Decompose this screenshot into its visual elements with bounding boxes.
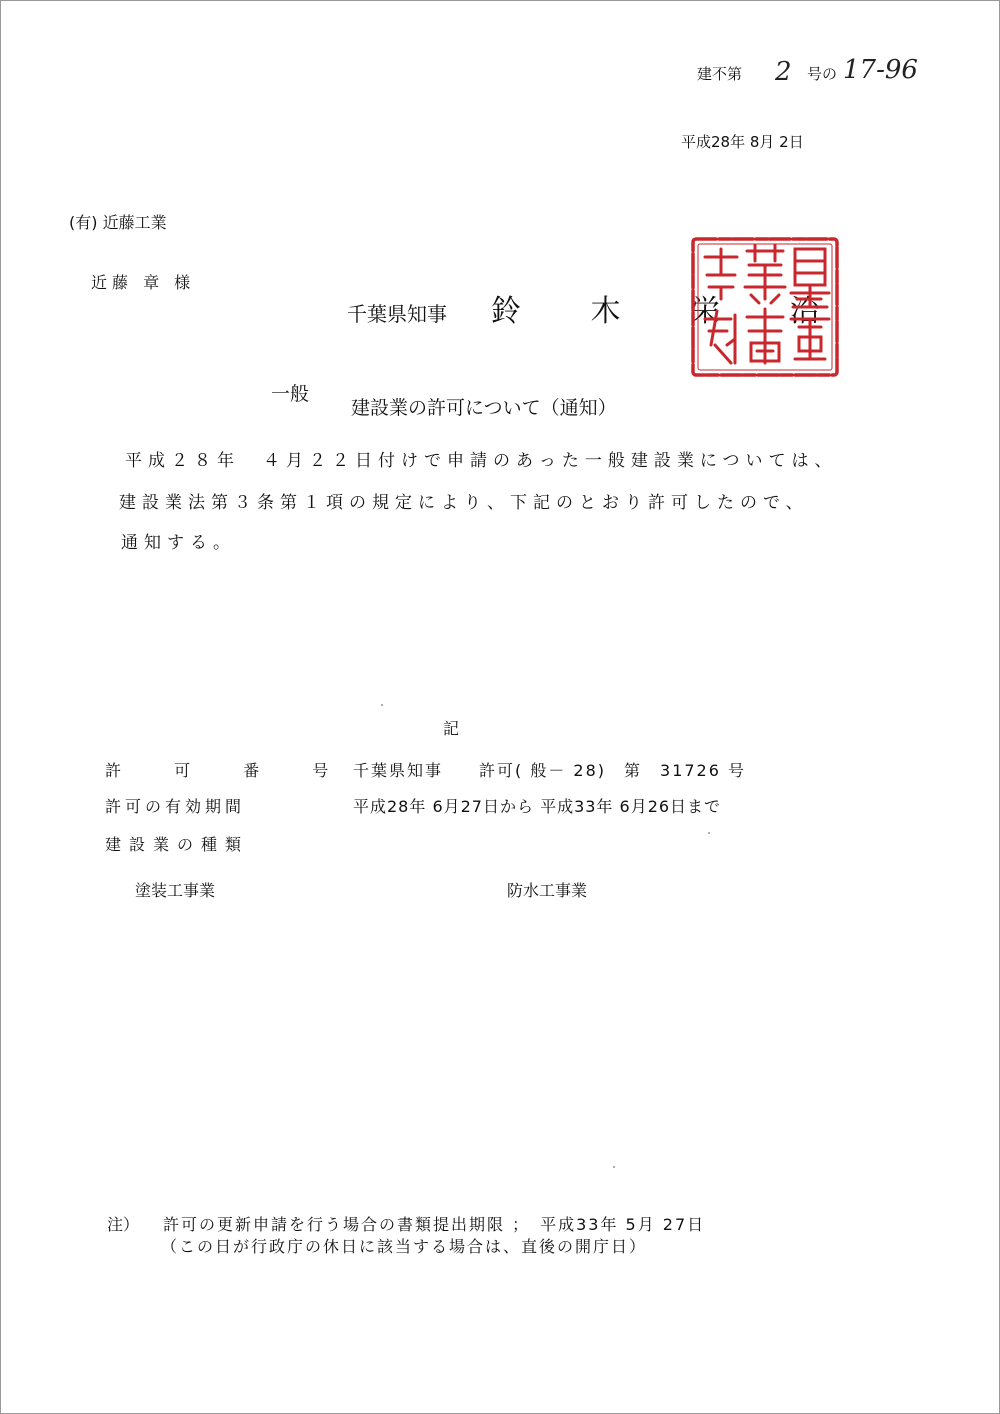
issuer-name: 鈴 木 栄 治 bbox=[491, 294, 850, 329]
official-seal-stamp bbox=[687, 235, 843, 379]
reference-prefix: 建不第 bbox=[697, 65, 743, 83]
reference-middle: 号の bbox=[807, 65, 838, 83]
validity-value: 平成28年 6月27日から 平成33年 6月26日まで bbox=[353, 797, 722, 816]
body-line-1: 平成２８年 ４月２２日付けで申請のあった一般建設業については、 bbox=[125, 451, 838, 471]
construction-type-1: 塗装工事業 bbox=[135, 881, 216, 900]
ki-heading: 記 bbox=[443, 719, 460, 738]
subject-prefix: 一般 bbox=[271, 383, 310, 405]
body-line-3: 通知する。 bbox=[121, 533, 236, 553]
construction-type-2: 防水工事業 bbox=[507, 881, 588, 900]
recipient-company: (有) 近藤工業 bbox=[69, 213, 167, 232]
validity-label: 許可の有効期間 bbox=[105, 797, 246, 816]
scan-speck bbox=[381, 704, 383, 706]
reference-handwritten-number: 2 bbox=[775, 57, 792, 87]
subject-title: 建設業の許可について（通知） bbox=[351, 397, 617, 419]
scan-speck bbox=[708, 832, 710, 834]
scan-speck bbox=[613, 1166, 615, 1168]
document-date: 平成28年 8月 2日 bbox=[681, 133, 804, 151]
construction-types-label: 建設業の種類 bbox=[105, 835, 250, 854]
recipient-name: 近藤 章 様 bbox=[91, 273, 196, 292]
permit-number-label: 許 可 番 号 bbox=[105, 761, 353, 780]
permit-number-value: 千葉県知事 許可( 般－ 28) 第 31726 号 bbox=[353, 761, 747, 780]
body-line-2: 建設業法第３条第１項の規定により、下記のとおり許可したので、 bbox=[119, 493, 809, 513]
reference-handwritten-suffix: 17-96 bbox=[843, 55, 918, 85]
issuer-title: 千葉県知事 bbox=[347, 302, 447, 326]
note-line-1: 許可の更新申請を行う場合の書類提出期限 ； 平成33年 5月 27日 bbox=[163, 1215, 706, 1234]
note-line-2: （この日が行政庁の休日に該当する場合は、直後の開庁日） bbox=[161, 1237, 648, 1256]
note-label: 注） bbox=[107, 1215, 140, 1234]
